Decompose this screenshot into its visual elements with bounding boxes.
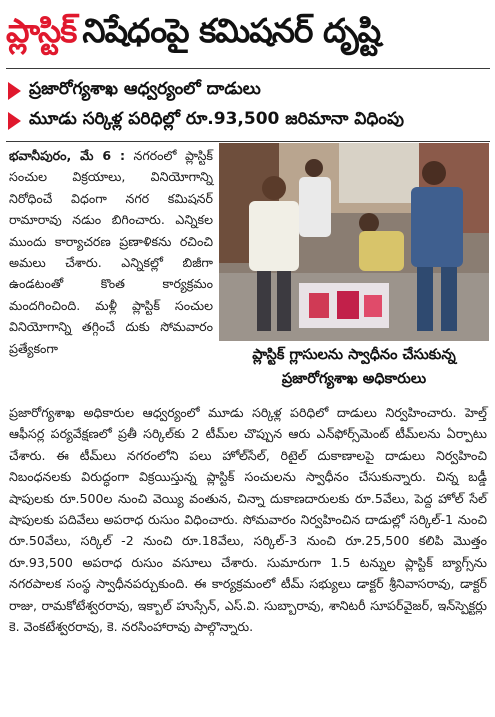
headline-black-part: నిషేధంపై కమిషనర్ దృష్టి bbox=[82, 11, 381, 50]
subhead-2 bbox=[8, 106, 488, 136]
headline bbox=[6, 4, 489, 58]
triangle-bullet-icon bbox=[8, 82, 21, 100]
triangle-bullet-icon bbox=[8, 112, 21, 130]
article-column-body: నగరంలో ప్లాస్టిక్ సంచుల విక్రయాలు, వినియోగాన్ని నిరోధించే విధంగా నగర కమిషనర్ రామారావు నడుం బిగించారు. ఎన్నికల ముందు కార్యాచరణ ప్రణాళికను రచించి అమలు చేశారు. ఎన్నికల్లో బిజీగా ఉండటంతో కొంత కార్యక్రమం మందగించింది. మళ్లీ ప్లాస్టిక్ సంచుల వినియోగాన్ని తగ్గించే దుకు సోమవారం ప్రత్యేకంగా bbox=[9, 148, 213, 356]
subhead-1-text: ప్రజారోగ్యశాఖ ఆధ్వర్యంలో దాడులు bbox=[29, 79, 261, 99]
subhead-divider bbox=[6, 141, 490, 142]
top-divider bbox=[6, 68, 490, 69]
dateline: భవానీపురం, మే 6 : bbox=[9, 148, 126, 163]
article-full-width-text bbox=[9, 402, 487, 637]
headline-red-part: ప్లాస్టిక్ bbox=[6, 11, 77, 50]
photo-caption bbox=[219, 343, 489, 395]
subhead-2-text: మూడు సర్కిళ్ల పరిధిల్లో రూ.93,500 జరిమానా విధింపు bbox=[29, 109, 404, 129]
news-photo bbox=[219, 143, 489, 341]
caption-line-2: ప్రజారోగ్యశాఖ అధికారులు bbox=[281, 371, 427, 387]
article-full-width-body: ప్రజారోగ్యశాఖ అధికారుల ఆధ్వర్యంలో మూడు సర్కిళ్ల పరిధిలో దాడులు నిర్వహించారు. హెల్త్ ఆఫీసర్ల పర్యవేక్షణలో ప్రతీ సర్కిల్‌కు 2 టీమ్‌ల చొప్పున ఆరు ఎన్‌ఫోర్స్‌మెంట్ టీమ్‌లను ఏర్పాటు చేశారు. ఈ టీమ్‌లు నగరంలోని పలు హోల్‌సేల్, రిటైల్ దుకాణాలపై దాడులు నిర్వహించి నిబంధనలకు విరుద్ధంగా విక్రయిస్తున్న ప్లాస్టిక్ సంచులను స్వాధీనం చేసుకున్నారు. చిన్న బడ్డీ షాపులకు రూ.500ల నుంచి వెయ్యి వంతున, చిన్నా దుకాణదారులకు రూ.5వేలు, పెద్ద హోల్ సేల్ షాపులకు పదివేలు అపరాధ రుసుం విధించారు. సోమవారం నిర్వహించిన దాడుల్లో సర్కిల్-1 నుంచి రూ.50వేలు, సర్కిల్ -2 నుంచి రూ.18వేలు, సర్కిల్-3 నుంచి రూ.25,500 కలిపి మొత్తం రూ.93,500 అపరాధ రుసుం వసూలు చేశారు. సుమారుగా 1.5 టన్నుల ప్లాస్టిక్ బ్యాగ్స్‌ను నగరపాలక సంస్థ స్వాధీనపర్చుకుంది. ఈ కార్యక్రమంలో టీమ్ సభ్యులు డాక్టర్ శ్రీనివాసరావు, డాక్టర్ రాజు, రామకోటేశ్వరరావు, ఇక్బాల్ హుస్సేన్, ఎస్.వి. సుబ్బారావు, శానిటరీ సూపర్‌వైజర్, ఇన్‌స్పెక్టర్లు కె. వెంకటేశ్వరరావు, కె. నరసింహారావు పాల్గొన్నారు. bbox=[9, 405, 487, 635]
subhead-1 bbox=[8, 76, 488, 106]
caption-line-1: ప్లాస్టిక్ గ్లాసులను స్వాధీనం చేసుకున్న bbox=[252, 347, 456, 363]
article-column-text bbox=[9, 145, 213, 359]
